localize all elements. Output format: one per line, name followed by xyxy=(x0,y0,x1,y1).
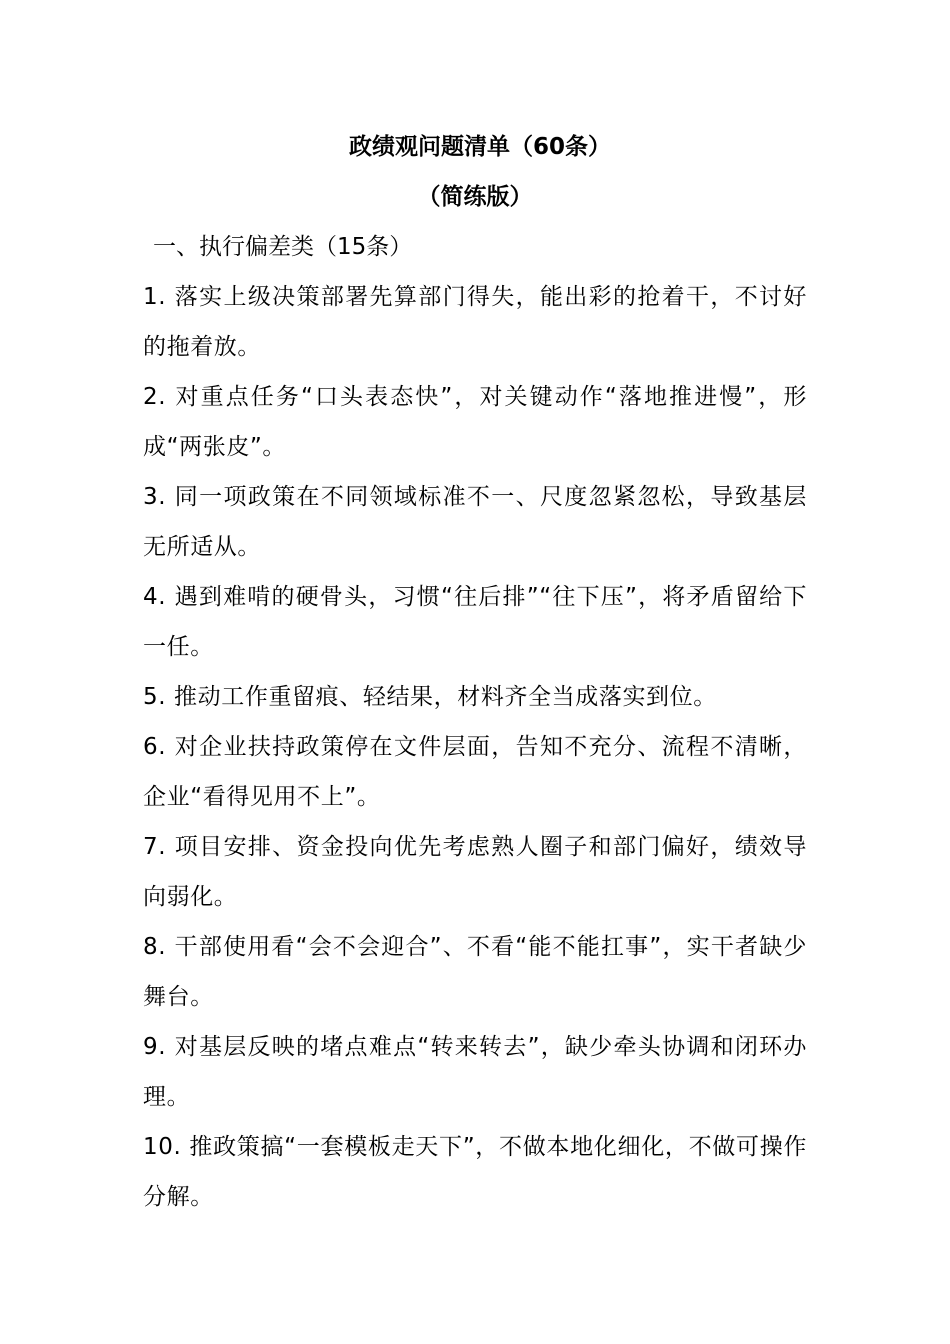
list-item: 5. 推动工作重留痕、轻结果，材料齐全当成落实到位。 xyxy=(143,684,717,710)
list-item: 4. 遇到难啃的硬骨头，习惯“往后排”“往下压”，将矛盾留给下一任。 xyxy=(143,584,807,660)
list-item: 7. 项目安排、资金投向优先考虑熟人圈子和部门偏好，绩效导向弱化。 xyxy=(143,834,807,910)
section-heading: 一、执行偏差类（15条） xyxy=(153,234,413,260)
list-item: 3. 同一项政策在不同领域标准不一、尺度忽紧忽松，导致基层无所适从。 xyxy=(143,484,807,560)
list-item: 1. 落实上级决策部署先算部门得失，能出彩的抢着干，不讨好的拖着放。 xyxy=(143,284,807,360)
list-item: 8. 干部使用看“会不会迎合”、不看“能不能扛事”，实干者缺少舞台。 xyxy=(143,934,807,1010)
list-item: 6. 对企业扶持政策停在文件层面，告知不充分、流程不清晰，企业“看得见用不上”。 xyxy=(143,734,807,810)
list-item: 10. 推政策搞“一套模板走天下”，不做本地化细化，不做可操作分解。 xyxy=(143,1134,807,1210)
document-page xyxy=(143,122,807,1222)
document-subtitle: （简练版） xyxy=(417,184,533,210)
document-title: 政绩观问题清单（60条） xyxy=(348,134,611,160)
list-item: 9. 对基层反映的堵点难点“转来转去”，缺少牵头协调和闭环办理。 xyxy=(143,1034,807,1110)
list-item: 2. 对重点任务“口头表态快”，对关键动作“落地推进慢”，形成“两张皮”。 xyxy=(143,384,807,460)
